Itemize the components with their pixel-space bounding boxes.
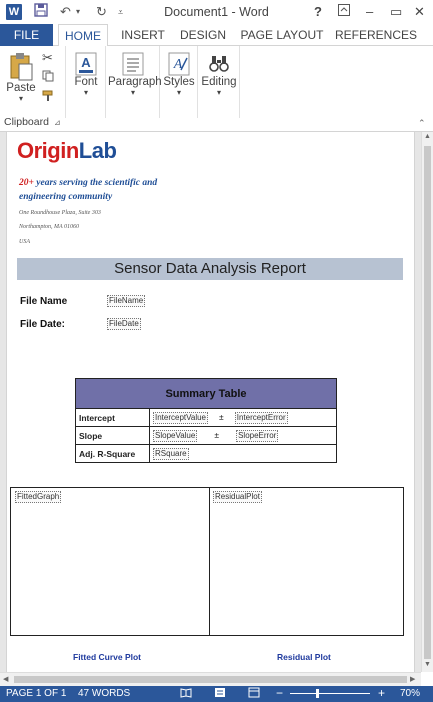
plus-minus: ± <box>219 411 224 422</box>
document-area <box>0 132 421 672</box>
title-bar <box>0 0 433 24</box>
tab-home[interactable]: HOME <box>58 24 108 47</box>
horizontal-scrollbar[interactable] <box>0 672 421 686</box>
paste-label: Paste <box>6 82 36 94</box>
file-date-field[interactable]: FileDate <box>109 319 139 328</box>
font-group <box>66 46 106 118</box>
originlab-logo: OriginLab <box>17 138 117 163</box>
scroll-up-icon[interactable]: ▲ <box>424 133 431 140</box>
zoom-out-icon[interactable]: − <box>276 686 284 700</box>
restore-icon[interactable]: ▭ <box>390 4 403 19</box>
paragraph-button[interactable] <box>108 52 162 97</box>
paragraph-group <box>106 46 160 118</box>
report-title: Sensor Data Analysis Report <box>17 258 403 280</box>
plus-minus: ± <box>214 429 220 440</box>
word-app-icon[interactable]: W <box>6 4 22 20</box>
word-count[interactable]: 47 WORDS <box>78 688 131 699</box>
svg-text:A: A <box>81 55 91 70</box>
tab-design[interactable]: DESIGN <box>179 28 226 42</box>
scroll-left-icon[interactable]: ◀ <box>3 676 9 683</box>
scroll-down-icon[interactable]: ▼ <box>424 661 431 668</box>
residual-plot-caption: Residual Plot <box>277 652 331 662</box>
slope-cell <box>150 427 337 445</box>
styles-dropdown-icon: ▾ <box>176 88 181 97</box>
page-count[interactable]: PAGE 1 OF 1 <box>6 688 67 699</box>
clipboard-launcher-icon[interactable]: ⊿ <box>54 118 61 127</box>
tab-file[interactable]: FILE <box>0 24 53 46</box>
font-dropdown-icon: ▾ <box>83 88 88 97</box>
tab-page-layout[interactable]: PAGE LAYOUT <box>240 28 324 42</box>
minimize-icon[interactable]: – <box>366 4 374 19</box>
styles-icon <box>168 52 190 76</box>
editing-button[interactable] <box>200 52 238 97</box>
tagline: 20+ years serving the scientific and engineering community <box>19 178 158 202</box>
binoculars-icon <box>208 52 230 76</box>
intercept-cell <box>150 409 337 427</box>
zoom-level[interactable]: 70% <box>400 688 421 699</box>
vertical-scroll-thumb[interactable] <box>424 146 431 659</box>
document-page[interactable] <box>6 132 415 672</box>
paste-dropdown-icon[interactable]: ▾ <box>18 94 23 103</box>
zoom-in-icon[interactable]: + <box>378 686 386 700</box>
file-name-label: File Name <box>20 296 68 307</box>
editing-label: Editing <box>201 76 237 88</box>
paragraph-dropdown-icon: ▾ <box>130 88 135 97</box>
file-date-label: File Date: <box>20 319 66 330</box>
slope-value-field[interactable]: SlopeValue <box>155 430 196 440</box>
editing-dropdown-icon: ▾ <box>216 88 221 97</box>
rsquare-cell <box>150 445 337 463</box>
window-title: Document1 - Word <box>164 5 269 19</box>
paragraph-icon <box>122 52 144 76</box>
close-icon[interactable]: ✕ <box>414 4 425 19</box>
undo-icon[interactable]: ↶ <box>60 4 71 19</box>
fitted-curve-caption: Fitted Curve Plot <box>73 652 142 662</box>
read-mode-icon[interactable] <box>180 687 192 701</box>
svg-text:A: A <box>173 57 183 72</box>
summary-table <box>75 378 337 463</box>
slope-error-field[interactable]: SlopeError <box>238 430 277 440</box>
clipboard-group-label: Clipboard <box>4 116 49 128</box>
collapse-ribbon-icon[interactable]: ⌃ <box>418 118 426 128</box>
file-name-field[interactable]: FileName <box>109 296 144 305</box>
intercept-label: Intercept <box>76 409 150 427</box>
format-painter-icon[interactable] <box>42 90 54 105</box>
web-layout-icon[interactable] <box>248 687 260 701</box>
address-line: One Roundhouse Plaza, Suite 303 <box>19 210 101 216</box>
copy-icon[interactable] <box>42 70 54 85</box>
cut-icon[interactable]: ✂ <box>42 50 53 65</box>
editing-group <box>198 46 240 118</box>
plot-table <box>10 487 404 636</box>
redo-icon[interactable]: ↻ <box>96 4 107 19</box>
address-line: USA <box>19 239 30 245</box>
undo-dropdown-icon[interactable]: ▾ <box>76 7 81 16</box>
ribbon <box>0 46 433 132</box>
font-label: Font <box>74 76 98 88</box>
paste-button[interactable] <box>4 52 38 103</box>
table-row <box>76 427 337 445</box>
table-row <box>76 409 337 427</box>
intercept-error-field[interactable]: InterceptError <box>236 412 286 422</box>
paragraph-label: Paragraph <box>108 76 162 88</box>
vertical-scrollbar[interactable] <box>421 132 433 672</box>
font-icon <box>75 52 97 76</box>
plot-divider <box>209 488 210 635</box>
zoom-slider[interactable] <box>290 693 370 694</box>
print-layout-icon[interactable] <box>214 687 226 701</box>
ribbon-display-options-icon[interactable] <box>338 3 350 21</box>
status-bar <box>0 686 433 702</box>
paste-icon <box>8 52 34 82</box>
intercept-value-field[interactable]: InterceptValue <box>155 412 206 422</box>
slope-label: Slope <box>76 427 150 445</box>
tab-references[interactable]: REFERENCES <box>334 28 417 42</box>
zoom-slider-thumb[interactable] <box>316 689 319 698</box>
rsquare-field[interactable]: RSquare <box>155 448 187 458</box>
scroll-right-icon[interactable]: ▶ <box>410 676 416 683</box>
ribbon-tabs <box>0 24 433 46</box>
rsquare-label: Adj. R-Square <box>76 445 150 463</box>
styles-group <box>160 46 198 118</box>
font-button[interactable] <box>70 52 102 97</box>
customize-quick-access-icon[interactable]: ⩡ <box>118 7 124 17</box>
styles-button[interactable] <box>162 52 196 97</box>
help-button[interactable]: ? <box>314 4 322 19</box>
fitted-graph-field[interactable]: FittedGraph <box>17 492 60 501</box>
residual-plot-field[interactable]: ResidualPlot <box>215 492 260 501</box>
address-line: Northampton, MA 01060 <box>19 224 80 230</box>
clipboard-group <box>0 46 66 128</box>
tab-insert[interactable]: INSERT <box>121 28 165 42</box>
styles-label: Styles <box>163 76 195 88</box>
table-row <box>76 445 337 463</box>
summary-table-title: Summary Table <box>76 379 337 409</box>
horizontal-scroll-thumb[interactable] <box>14 676 407 683</box>
